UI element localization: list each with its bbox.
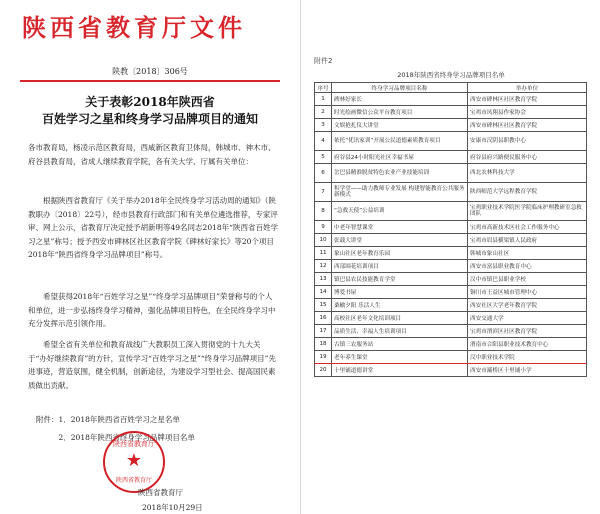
row-project-name: 积学堂——助力教师专业发展 构建智能教育公共服务新模式: [332, 183, 468, 202]
table-row: [315, 247, 587, 260]
row-organizer: 宝鸡市渭滨区社区教育学院: [468, 325, 587, 338]
row-no: 12: [315, 260, 332, 273]
row-organizer: 西安市富县职业教育中心: [468, 260, 587, 273]
seal-text-top: 陕西省教育厅: [113, 440, 155, 448]
row-no: 14: [315, 286, 332, 299]
row-no: 15: [315, 299, 332, 312]
brand-projects-table: [314, 82, 587, 377]
row-no: 2: [315, 106, 332, 119]
row-organizer: 宝鸡职业技术学院医学院临床护理教研室急救团队: [468, 202, 587, 221]
row-organizer: 西安交通大学: [468, 312, 587, 325]
row-project-name: 府谷县24小时阳光社区幸福书屋: [332, 151, 468, 164]
table-row: [315, 234, 587, 247]
row-project-name: 古镇三农服务站: [332, 338, 468, 351]
row-organizer: 汉中职业技术学院: [468, 351, 587, 364]
row-no: 13: [315, 273, 332, 286]
row-no: 5: [315, 151, 332, 164]
row-organizer: 西安市碑林区社区教育学院: [468, 93, 587, 106]
table-row: [315, 260, 587, 273]
attachments-label: 附件：: [36, 415, 59, 424]
row-organizer: 宝鸡市眉县横渠镇人民政府: [468, 234, 587, 247]
red-header-rule: [20, 80, 280, 82]
row-organizer: 韩城市象山社区: [468, 247, 587, 260]
row-project-name: 镇巴县农民技能教育学堂: [332, 273, 468, 286]
row-organizer: 府谷县府兴路便民服务中心: [468, 151, 587, 164]
table-row: [315, 93, 587, 106]
header-organizer: 举办单位: [468, 83, 587, 93]
row-project-name: 博爱书屋: [332, 286, 468, 299]
row-project-name: 张载大讲堂: [332, 234, 468, 247]
row-no: 3: [315, 119, 332, 132]
table-row: [315, 299, 587, 312]
row-no: 8: [315, 202, 332, 221]
document-header-title: 陕西省教育厅文件: [22, 13, 246, 42]
row-project-name: 西部围花培训项目: [332, 260, 468, 273]
row-project-name: 桑榆夕阳 乐活人生: [332, 299, 468, 312]
row-project-name: 高校社区老年文化培训项目: [332, 312, 468, 325]
table-row: [315, 221, 587, 234]
table-title: 2018年陕西省终身学习品牌项目名单: [397, 71, 505, 79]
row-no: 17: [315, 325, 332, 338]
row-organizer: 安康市汉阴县职教中心: [468, 132, 587, 151]
row-no: 10: [315, 234, 332, 247]
row-no: 7: [315, 183, 332, 202]
row-no: 19: [315, 351, 332, 364]
row-organizer: 西北农林科技大学: [468, 164, 587, 183]
row-project-name: 象山社区老年教育乐园: [332, 247, 468, 260]
signature-org: 陕西省教育厅: [138, 488, 183, 497]
attachment-item-1: 附件：1．2018年陕西省百姓学习之星名单: [36, 415, 180, 424]
table-header-row: [315, 83, 587, 93]
table-row: [315, 132, 587, 151]
row-project-name: 中老年智慧课堂: [332, 221, 468, 234]
table-row: [315, 286, 587, 299]
page-divider: [300, 0, 301, 514]
row-project-name: 文娱抢扎仪大讲堂: [332, 119, 468, 132]
notice-title-line-1: 关于表彰2018年陕西省: [85, 95, 215, 109]
row-organizer: 西安市灞桥区十里铺小学: [468, 364, 587, 377]
row-organizer: 汉中市镇巴县职业学校: [468, 273, 587, 286]
table-row: [315, 202, 587, 221]
table-row: [315, 119, 587, 132]
row-organizer: 渭南市合阳县职业技术教育中心: [468, 338, 587, 351]
row-no: 11: [315, 247, 332, 260]
row-project-name: 依托“优讯家训”开展公民道德素质教育项目: [332, 132, 468, 151]
row-organizer: 西安市碑林区社区教育学院: [468, 119, 587, 132]
table-row-highlighted: [315, 351, 587, 364]
row-organizer: 宝鸡市凤翔县作家协会: [468, 106, 587, 119]
header-project-name: 终身学习品牌项目名称: [332, 83, 468, 93]
row-project-name: 时光绘画微信公众平台教育项目: [332, 106, 468, 119]
table-row: [315, 338, 587, 351]
seal-star-icon: ★: [125, 450, 143, 471]
table-row: [315, 151, 587, 164]
official-seal: [103, 431, 165, 493]
body-paragraph-3: 希望全省有关单位和教育战线广大教职员工深入贯彻党的十九大关于“办好继续教育”的方针，宣传学习“百姓学习之星”“终身学习品牌项目”先进事迹，营造氛围，健全机制，创新途径，为建设学习型社会、提高国民素质做出贡献。: [28, 340, 277, 390]
row-project-name: 十里铺道德讲堂: [332, 364, 468, 377]
attachment-list-page: [302, 0, 600, 514]
row-no: 1: [315, 93, 332, 106]
row-organizer: 宝鸡市高新技术区社会工作服务中心: [468, 221, 587, 234]
row-no: 6: [315, 164, 332, 183]
table-row: [315, 183, 587, 202]
body-paragraph-2: 希望获得2018年“百姓学习之星”“终身学习品牌项目”荣誉称号的个人和单位，进一步弘扬终身学习精神，强化品牌项目特色，在全民终身学习中充分发挥示范引领作用。: [28, 292, 276, 329]
row-organizer: 陕西师范大学远程教育学院: [468, 183, 587, 202]
notice-title-line-2: 百姓学习之星和终身学习品牌项目的通知: [41, 112, 258, 126]
table-row: [315, 164, 587, 183]
row-project-name: 品质生活，幸福人生培训项目: [332, 325, 468, 338]
table-row: [315, 106, 587, 119]
row-no: 16: [315, 312, 332, 325]
attachment-item-2: 2．2018年陕西省终身学习品牌项目名单: [58, 433, 195, 442]
table-row: [315, 325, 587, 338]
salutation: 各市教育局，杨凌示范区教育局，西咸新区教育卫体局，韩城市、神木市、府谷县教育局，省成人继续教育学院，各有关大学、厅属有关单位：: [28, 143, 276, 166]
row-organizer: 铜川市王益区城市管理中心: [468, 286, 587, 299]
row-project-name: 岔巴县精准脱贫特色农业产业技能培训: [332, 164, 468, 183]
table-row: [315, 364, 587, 377]
row-project-name: 碑林好家长: [332, 93, 468, 106]
issue-date: 2018年10月29日: [142, 503, 203, 512]
row-project-name: “急救天使”公益培训: [332, 202, 468, 221]
row-no: 9: [315, 221, 332, 234]
table-row: [315, 312, 587, 325]
row-organizer: 西安社区大学老年教育学院: [468, 299, 587, 312]
row-project-name: 老年养生课堂: [332, 351, 468, 364]
body-paragraph-1: 根据陕西省教育厅《关于举办2018年全民终身学习活动周的通知》（陕教职办〔2018〕22号），经市县教育行政部门和有关单位遴选推荐，专家评审、网上公示，省教育厅决定授予胡新明等49名同志2018年“陕西省百姓学习之星”称号；授予西安市碑林区社区教育学院《碑林好家长》等20个项目2018年“陕西省终身学习品牌项目”称号。: [28, 196, 278, 260]
row-no: 4: [315, 132, 332, 151]
seal-text-bottom: 陕西省教育厅: [115, 477, 152, 484]
header-no: 序号: [315, 83, 332, 93]
attachment-label: 附件2: [314, 57, 333, 65]
row-no: 20: [315, 364, 332, 377]
table-row: [315, 273, 587, 286]
document-number: 陕教〔2018〕306号: [112, 67, 188, 76]
row-no: 18: [315, 338, 332, 351]
